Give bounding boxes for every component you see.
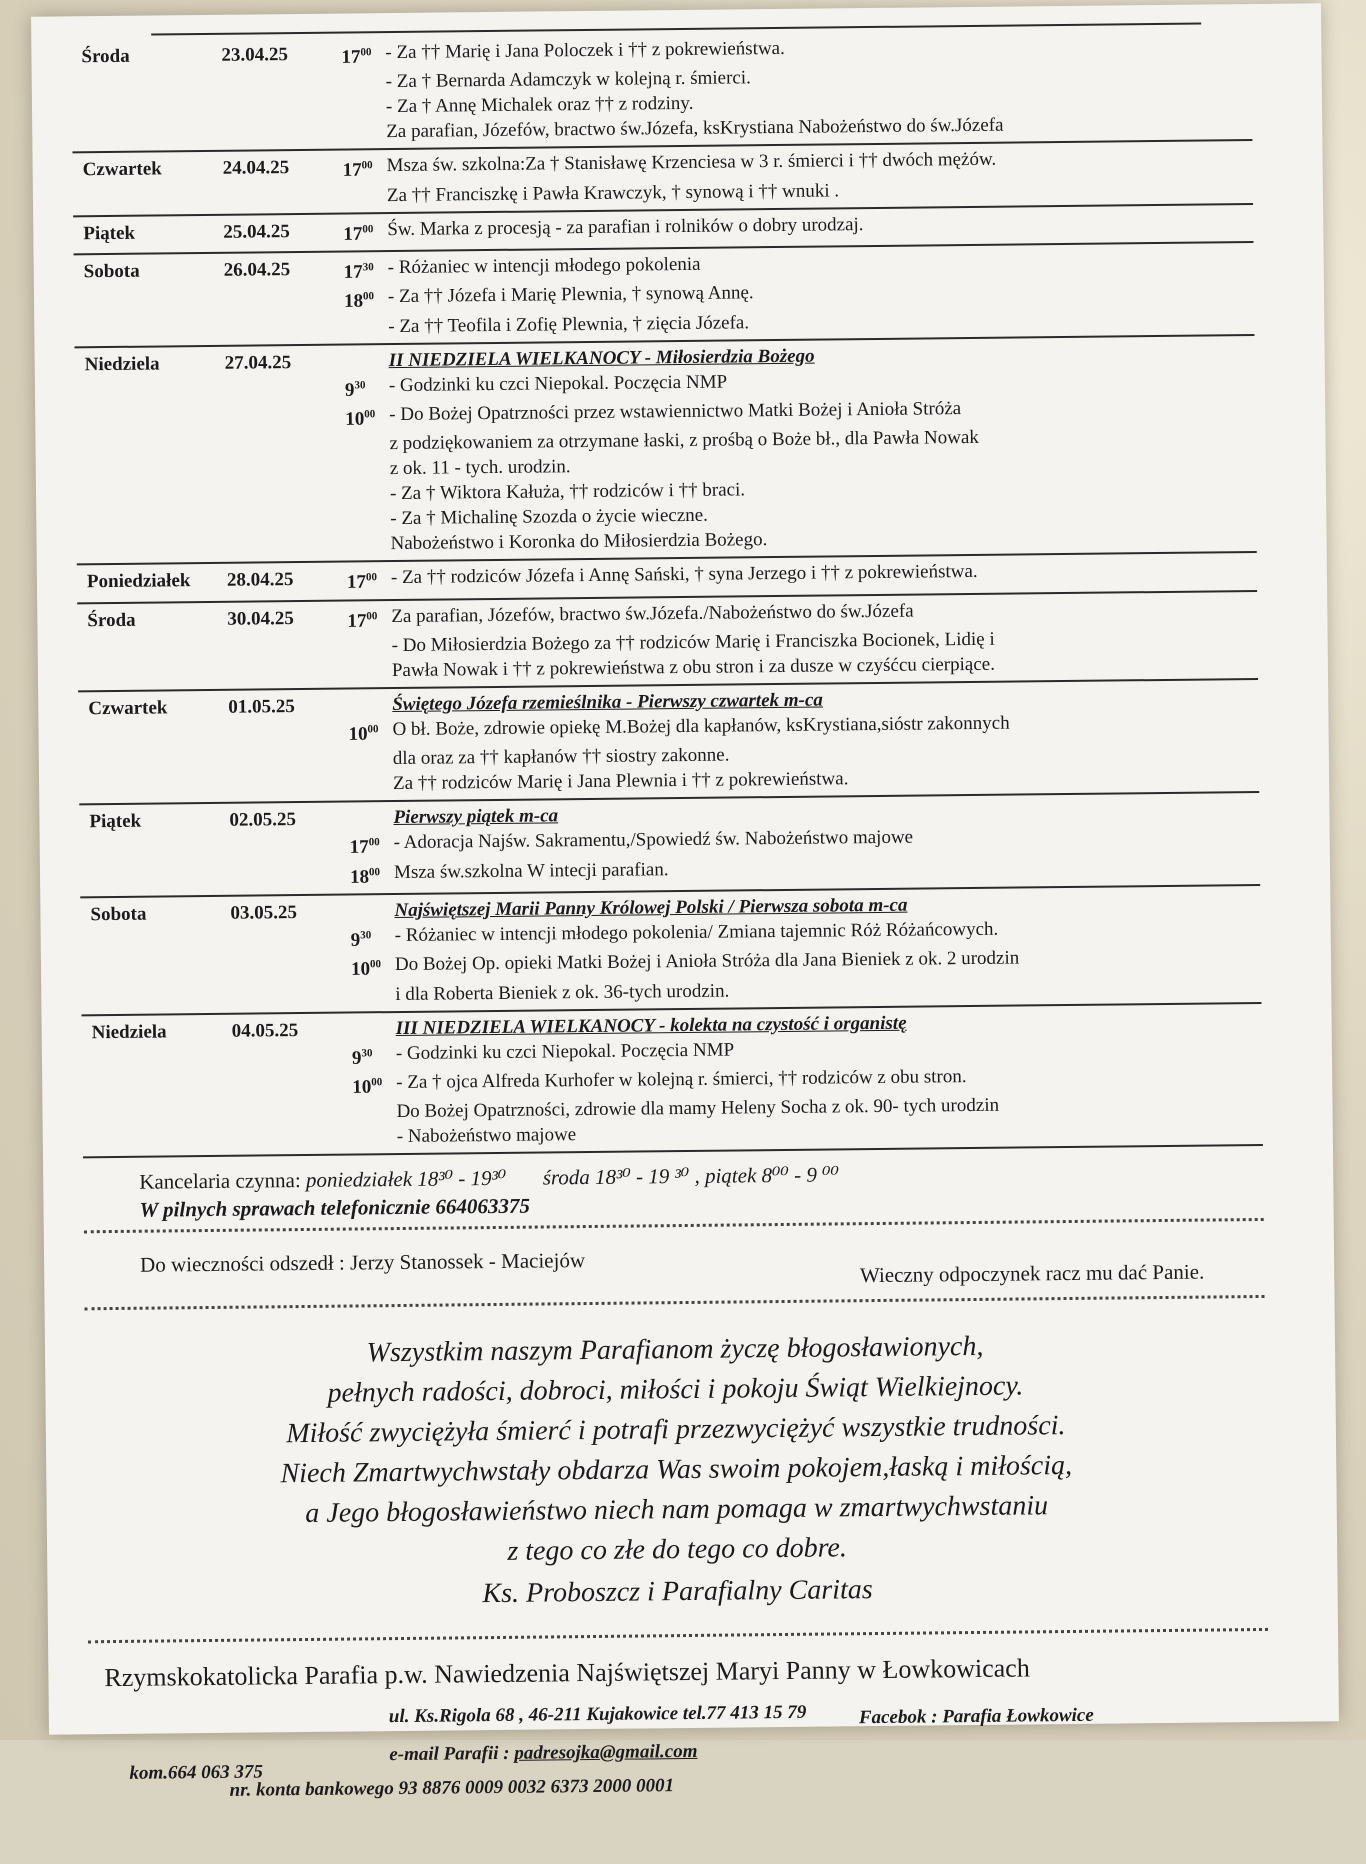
intention-text: Msza św.szkolna W intecji parafian. — [393, 858, 669, 883]
intention-text: O bł. Boże, zdrowie opiekę M.Bożej dla kapłanów, ksKrystiana,sióstr zakonnych — [392, 712, 1010, 741]
office-friday: , piątek — [694, 1163, 757, 1189]
intention-text: Za parafian, Józefów, bractwo św.Józefa./Nabożeństwo do św.Józefa — [391, 600, 914, 627]
mass-time — [346, 456, 390, 481]
mass-hour: 9 — [344, 379, 355, 401]
day-name: Środa — [81, 45, 130, 68]
intention-text: Za parafian, Józefów, bractwo św.Józefa, ksKrystiana Nabożeństwo do św.Józefa — [386, 114, 1004, 143]
office-monday: poniedziałek — [305, 1167, 413, 1193]
intention-text: - Za †† Józefa i Marię Plewnia, † synową Annę. — [387, 282, 754, 308]
greeting-line: Wszystkim naszym Parafianom życzę błogosławionych, — [366, 1331, 984, 1369]
day-date: 23.04.25 — [221, 44, 289, 66]
intention-text: Za †† rodziców Marię i Jana Plewnia i †† z pokrewieństwa. — [392, 768, 849, 795]
intention-text: - Za †† Marię i Jana Poloczek i †† z pokrewieństwa. — [385, 37, 785, 64]
mass-time — [351, 952, 395, 982]
day-name: Czwartek — [82, 158, 162, 181]
mass-time — [346, 481, 390, 506]
day-date: 03.05.25 — [230, 902, 298, 924]
intention-text: - Za † Wiktora Kałuża, †† rodziców i †† braci. — [389, 479, 746, 505]
mass-time — [350, 860, 394, 890]
intention-text: - Za †† Teofila i Zofię Plewnia, † zięcia Józefa. — [388, 311, 750, 337]
parish-name: Rzymskokatolicka Parafia p.w. Nawiedzenia Najświętszej Maryi Panny w Łowkowicach — [104, 1653, 1030, 1693]
intention-text: i dla Roberta Bieniek z ok. 36-tych urodzin. — [395, 980, 730, 1005]
mass-minute: 30 — [361, 1046, 373, 1059]
facebook-link[interactable]: Facebok : Parafia Łowkowice — [858, 1705, 1094, 1729]
parish-email — [389, 1741, 697, 1766]
day-name: Sobota — [90, 903, 147, 926]
parish-footer — [88, 1631, 1270, 1863]
day-entries — [349, 796, 1260, 889]
mass-hour: 18 — [343, 290, 364, 313]
intention-text: - Za † Annę Michalek oraz †† z rodziny. — [385, 93, 694, 118]
intention-text: dla oraz za †† kapłanów †† siostry zakonne. — [392, 744, 730, 770]
feast-title-text: II NIEDZIELA WIELKANOCY - Miłosierdzia Bożego — [388, 345, 815, 371]
day-entries — [344, 246, 1255, 339]
mass-time — [344, 284, 388, 314]
greeting-line: Miłość zwyciężyła śmierć i potrafi przezwyciężyć wszystkie trudności. — [286, 1410, 1066, 1450]
mass-hour: 9 — [350, 929, 361, 951]
mass-hour: 17 — [343, 261, 363, 283]
mass-time — [341, 40, 385, 70]
intention-text: Za †† Franciszkę i Pawła Krawczyk, † synową i †† wnuki . — [386, 180, 840, 206]
mass-time — [346, 506, 390, 531]
office-monday-hours: 18³⁰ - 19³⁰ — [417, 1166, 507, 1192]
mass-time — [352, 1041, 396, 1071]
mass-minute: 00 — [366, 609, 378, 622]
mass-intention — [347, 556, 1257, 595]
intention-text: Do Bożej Opatrzności, zdrowie dla mamy Heleny Socha z ok. 90- tych urodzin — [396, 1094, 1000, 1123]
mass-hour: 18 — [349, 866, 370, 888]
day-entries — [350, 889, 1261, 1007]
office-wednesday-hours: 18³⁰ - 19 ³⁰ — [594, 1164, 690, 1190]
day-date: 28.04.25 — [226, 569, 294, 592]
mass-hour: 10 — [345, 408, 365, 430]
mass-time — [350, 830, 394, 860]
mass-time — [353, 1124, 397, 1149]
intention-text: - Za †† rodziców Józefa i Annę Sański, † syna Jerzego i †† z pokrewieństwa. — [390, 561, 978, 589]
mass-time — [348, 658, 392, 683]
greeting-line: a Jego błogosławieństwo niech nam pomaga w zmartwychwstaniu — [305, 1490, 1049, 1530]
day-date: 01.05.25 — [228, 696, 295, 718]
day-entries — [347, 595, 1258, 684]
day-date: 24.04.25 — [222, 157, 290, 180]
day-entries — [348, 683, 1259, 797]
mass-time — [348, 717, 392, 747]
day-name: Niedziela — [91, 1021, 167, 1043]
greeting-signature: Ks. Proboszcz i Parafialny Caritas — [482, 1574, 873, 1610]
mass-time — [342, 94, 386, 119]
mass-hour: 17 — [347, 610, 367, 632]
mass-hour: 17 — [349, 836, 369, 859]
day-entries — [352, 1007, 1263, 1150]
intention-text: Msza św. szkolna:Za † Stanisławę Krzenciesa w 3 r. śmierci i †† dwóch mężów. — [386, 149, 997, 177]
email-label: e-mail Parafii : — [389, 1743, 510, 1766]
day-date: 26.04.25 — [223, 259, 291, 281]
schedule-day — [77, 592, 1258, 693]
intention-text: - Za † Michalinę Szozda o życie wieczne. — [390, 505, 708, 530]
intention-text: - Za † ojca Alfreda Kurhofer w kolejną r. śmierci, †† rodziców z obu stron. — [396, 1065, 967, 1093]
mass-hour: 10 — [352, 1076, 372, 1098]
schedule-day — [80, 886, 1261, 1016]
feast-title-text: Najświętszej Marii Panny Królowej Polski / Pierwsza sobota m-ca — [394, 894, 908, 921]
office-friday-hours: 8⁰⁰ - 9 ⁰⁰ — [761, 1162, 840, 1188]
mass-time — [344, 314, 388, 339]
easter-greeting — [85, 1298, 1268, 1643]
mass-time — [342, 69, 386, 94]
schedule-day — [78, 680, 1259, 806]
day-name: Sobota — [83, 260, 140, 283]
mass-minute: 00 — [367, 723, 379, 736]
office-hours — [83, 1152, 1264, 1233]
parish-address: ul. Ks.Rigola 68 , 46-211 Kujakowice tel.77 413 15 79 — [388, 1702, 807, 1728]
mass-intention — [343, 208, 1253, 247]
office-wednesday: środa — [542, 1165, 590, 1190]
mass-minute: 00 — [364, 408, 376, 421]
greeting-line: pełnych radości, dobroci, miłości i pokoju Świąt Wielkiejnocy. — [327, 1370, 1024, 1410]
mass-time — [349, 746, 393, 771]
mass-time — [347, 604, 391, 634]
parish-mobile: kom.664 063 375 — [129, 1761, 264, 1785]
mass-time — [343, 217, 387, 247]
day-entries — [343, 208, 1253, 247]
day-name: Poniedziałek — [86, 570, 191, 593]
schedule-day — [71, 28, 1252, 154]
feast-title-text: Świętego Józefa rzemieślnika - Pierwszy czwartek m-ca — [392, 689, 823, 716]
email-link[interactable]: padresojka@gmail.com — [514, 1741, 698, 1765]
mass-hour: 17 — [343, 223, 363, 245]
mass-time — [348, 633, 392, 658]
mass-hour: 17 — [346, 571, 367, 594]
intention-text: - Nabożeństwo majowe — [396, 1124, 577, 1148]
bank-account: nr. konta bankowego 93 8876 0009 0032 6373 2000 0001 — [229, 1775, 675, 1802]
mass-time — [352, 1070, 396, 1100]
intention-text: - Do Bożej Opatrzności przez wstawiennictwo Matki Bożej i Anioła Stróża — [389, 398, 962, 426]
intention-text: Nabożeństwo i Koronka do Miłosierdzia Bożego. — [390, 529, 768, 555]
day-name: Niedziela — [84, 353, 160, 375]
intention-text: Pawła Nowak i †† z pokrewieństwa z obu stron i za dusze w czyśćcu cierpiące. — [391, 653, 996, 682]
mass-minute: 00 — [362, 222, 374, 236]
intention-text: z podziękowaniem za otrzymane łaski, z prośbą o Boże bł., dla Pawła Nowak — [389, 427, 979, 455]
schedule-day — [75, 336, 1257, 566]
intention-text: Do Bożej Op. opieki Matki Bożej i Anioła Stróża dla Jana Bieniek z ok. 2 urodzin — [394, 947, 1020, 976]
mass-minute: 00 — [362, 290, 375, 303]
mass-time — [342, 119, 386, 144]
intention-text: - Różaniec w intencji młodego pokolenia — [387, 253, 701, 279]
day-entries — [345, 339, 1257, 557]
mass-minute: 30 — [360, 929, 372, 942]
mass-minute: 00 — [368, 865, 381, 878]
mass-hour: 10 — [348, 723, 368, 745]
mass-minute: 00 — [360, 46, 372, 59]
mass-time — [343, 183, 387, 208]
mass-minute: 00 — [371, 1076, 383, 1089]
schedule-day — [79, 793, 1260, 898]
mass-time — [346, 531, 390, 556]
bulletin-content — [71, 22, 1270, 1864]
intention-text: z ok. 11 - tych. urodzin. — [389, 456, 571, 480]
day-date: 27.04.25 — [224, 351, 292, 374]
day-name: Środa — [87, 609, 136, 631]
urgent-phone: W pilnych sprawach telefonicznie 664063375 — [139, 1193, 531, 1222]
mass-time — [352, 1099, 396, 1124]
mass-hour: 17 — [341, 46, 361, 68]
intention-text: - Za † Bernarda Adamczyk w kolejną r. śmierci. — [385, 67, 751, 93]
mass-minute: 00 — [365, 571, 377, 584]
day-date: 04.05.25 — [231, 1019, 299, 1042]
day-date: 25.04.25 — [223, 220, 290, 243]
mass-hour: 10 — [350, 958, 371, 981]
schedule-day — [82, 1004, 1263, 1159]
mass-time — [345, 373, 389, 403]
mass-time — [347, 565, 391, 595]
intention-text: - Różaniec w intencji młodego pokolenia/ Zmiana tajemnic Róż Różańcowych. — [394, 918, 999, 946]
day-name: Piątek — [83, 222, 136, 244]
feast-title-text: III NIEDZIELA WIELKANOCY - kolekta na czystość i organistę — [395, 1012, 907, 1039]
intention-text: - Adoracja Najśw. Sakramentu,/Spowiedź św. Nabożeństwo majowe — [393, 826, 914, 854]
mass-time — [351, 982, 395, 1007]
mass-minute: 30 — [354, 378, 366, 392]
day-date: 02.05.25 — [229, 809, 297, 832]
mass-schedule — [71, 28, 1263, 1159]
schedule-day — [74, 243, 1255, 348]
feast-title-text: Pierwszy piątek m-ca — [393, 805, 559, 829]
mass-minute: 00 — [368, 836, 380, 849]
mass-time — [345, 402, 389, 432]
intention-text: - Do Miłosierdzia Bożego za †† rodziców Marię i Franciszka Bocionek, Lidię i — [391, 628, 995, 657]
office-label: Kancelaria czynna: — [139, 1168, 301, 1194]
parish-bulletin-sheet — [31, 3, 1339, 1802]
mass-time — [342, 153, 386, 183]
mass-time — [349, 771, 393, 796]
mass-minute: 30 — [362, 261, 374, 274]
day-entries — [347, 556, 1257, 595]
mass-time — [345, 431, 389, 456]
mass-minute: 00 — [369, 958, 382, 971]
mass-hour: 9 — [351, 1047, 362, 1069]
mass-hour: 17 — [342, 160, 362, 182]
day-date: 30.04.25 — [227, 607, 294, 630]
greeting-line: Niech Zmartwychwstały obdarza Was swoim pokojem,łaską i miłością, — [280, 1450, 1073, 1490]
mass-minute: 00 — [361, 159, 373, 172]
mass-time — [351, 923, 395, 953]
mass-time — [344, 255, 388, 285]
day-entries — [341, 31, 1252, 145]
deceased-name: Do wieczności odszedł : Jerzy Stanossek - Maciejów — [139, 1248, 586, 1277]
deceased-notice — [84, 1221, 1265, 1310]
intention-text: - Godzinki ku czci Niepokal. Poczęcia NMP — [395, 1039, 735, 1064]
intention-text: - Godzinki ku czci Niepokal. Poczęcia NMP — [388, 371, 728, 396]
greeting-line: z tego co złe do tego co dobre. — [507, 1532, 848, 1568]
eternal-rest-prayer: Wieczny odpoczynek racz mu dać Panie. — [859, 1259, 1205, 1288]
day-name: Piątek — [89, 810, 142, 833]
intention-text: Św. Marka z procesją - za parafian i rolników o dobry urodzaj. — [387, 213, 864, 240]
day-name: Czwartek — [88, 697, 168, 720]
day-entries — [342, 144, 1253, 208]
